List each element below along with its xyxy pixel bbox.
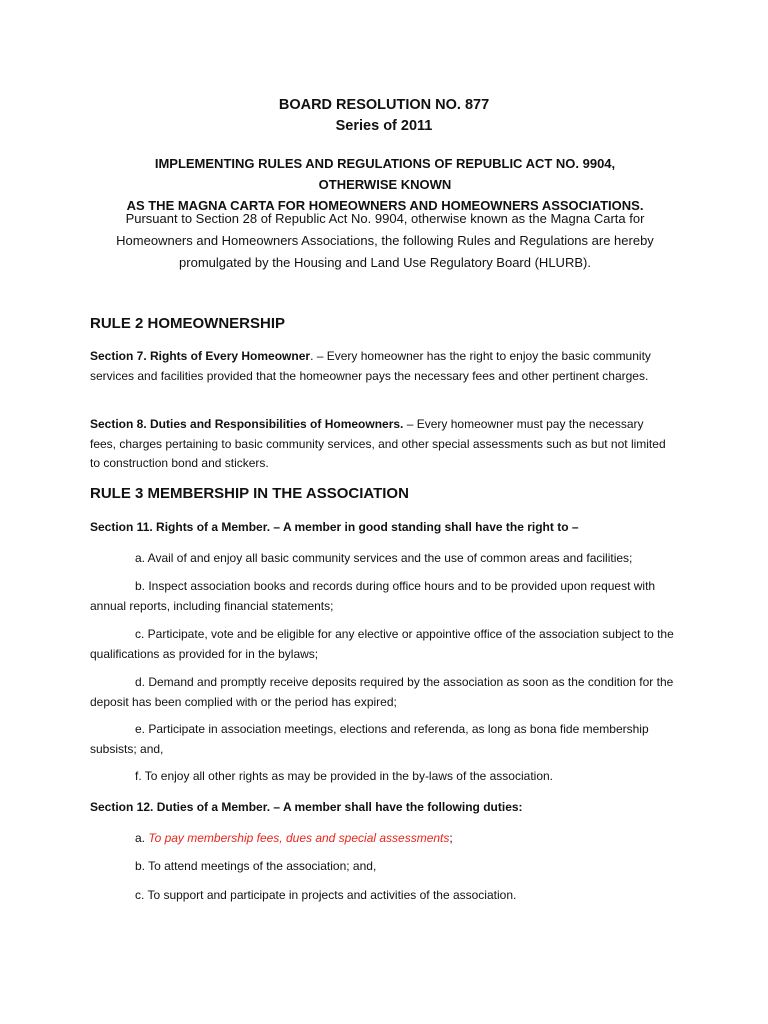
preamble [95,208,675,274]
section-8 [90,415,668,474]
section-11 [90,518,668,538]
section-11-item-c: c. Participate, vote and be eligible for any elective or appointive office of the association subject to the qualifications as provided for in the bylaws; [90,627,674,661]
subtitle-line-2: AS THE MAGNA CARTA FOR HOMEOWNERS AND HOMEOWNERS ASSOCIATIONS. [126,198,644,213]
section-11-heading: Section 11. Rights of a Member. [90,520,271,534]
section-7-body: – Every homeowner has the right to enjoy the basic community services and facilities provided that the homeowner pays the necessary fees and other pertinent charges. [90,349,651,383]
section-7-heading: Section 7. Rights of Every Homeowner [90,349,311,363]
section-12-item-a-suffix: ; [449,831,453,845]
section-12-item-c: c. To support and participate in projects and activities of the association. [135,888,517,902]
section-12-item-a-emphasis: To pay membership fees, dues and special assessments [148,831,450,845]
section-12-item-b: b. To attend meetings of the association; and, [135,859,377,873]
document-subtitle [115,153,655,216]
section-12-item-a-prefix: a. [135,831,149,845]
section-12-item-a [90,829,676,849]
preamble-line-3: promulgated by the Housing and Land Use Regulatory Board (HLURB). [179,255,591,270]
rule-3-heading: RULE 3 MEMBERSHIP IN THE ASSOCIATION [90,485,409,502]
section-11-item-f: f. To enjoy all other rights as may be provided in the by-laws of the association. [135,769,554,783]
title-block [0,95,768,137]
preamble-line-2: Homeowners and Homeowners Associations, the following Rules and Regulations are hereby [116,233,654,248]
section-8-body: – Every homeowner must pay the necessary fees, charges pertaining to basic community services, and other special assessments such as but not limited to construction bond and stickers. [90,417,666,470]
section-8-heading: Section 8. Duties and Responsibilities of Homeowners. [90,417,404,431]
subtitle-line-1: IMPLEMENTING RULES AND REGULATIONS OF REPUBLIC ACT NO. 9904, OTHERWISE KNOWN [154,156,616,192]
resolution-series: Series of 2011 [335,118,433,134]
section-7-heading-end: . [310,349,314,363]
section-12 [90,798,668,818]
resolution-title: BOARD RESOLUTION NO. 877 [278,97,490,113]
section-11-body: – A member in good standing shall have the right to – [270,520,579,534]
preamble-line-1: Pursuant to Section 28 of Republic Act No. 9904, otherwise known as the Magna Carta for [125,211,645,226]
section-11-item-e: e. Participate in association meetings, elections and referenda, as long as bona fide membership subsists; and, [90,722,649,756]
section-11-item-a: a. Avail of and enjoy all basic community services and the use of common areas and facilities; [135,551,633,565]
section-12-heading: Section 12. Duties of a Member. – A member shall have the following duties: [90,800,523,814]
section-11-item-d: d. Demand and promptly receive deposits required by the association as soon as the condition for the deposit has been complied with or the period has expired; [90,675,674,709]
section-7 [90,347,668,386]
rule-2-heading: RULE 2 HOMEOWNERSHIP [90,315,286,332]
section-11-item-b: b. Inspect association books and records during office hours and to be provided upon request with annual reports, including financial statements; [90,579,656,613]
